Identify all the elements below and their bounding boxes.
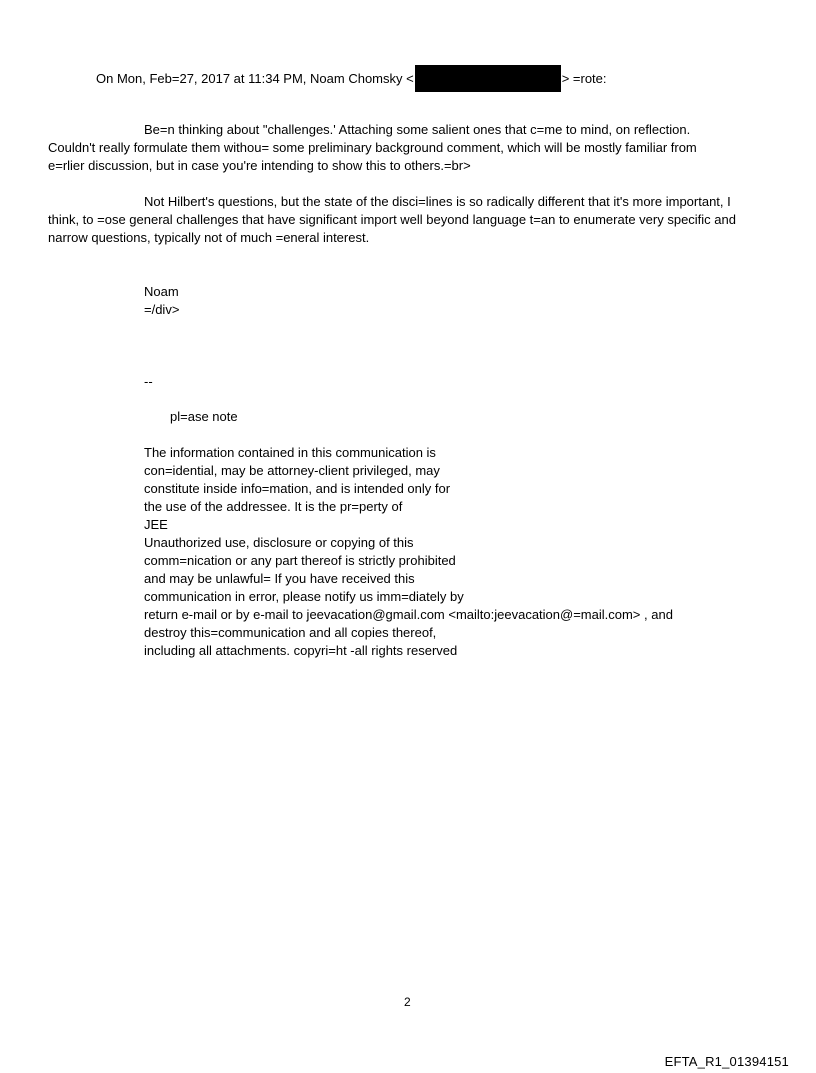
- document-id: EFTA_R1_01394151: [664, 1054, 789, 1069]
- disclaimer-line: including all attachments. copyri=ht -all rights reserved: [144, 643, 458, 658]
- paragraph-2-line-2: think, to =ose general challenges that have significant import well beyond language t=an to enumerate very specific and: [48, 212, 736, 227]
- header-suffix: > =rote:: [561, 70, 607, 86]
- disclaimer-line: and may be unlawful= If you have received this: [144, 571, 415, 586]
- signature-name: Noam: [144, 284, 179, 299]
- disclaimer-line: comm=nication or any part thereof is strictly prohibited: [144, 553, 456, 568]
- separator: --: [144, 374, 153, 389]
- disclaimer-line: con=idential, may be attorney-client privileged, may: [144, 463, 440, 478]
- paragraph-2-line-3: narrow questions, typically not of much =eneral interest.: [48, 230, 370, 245]
- paragraph-2-line-1: Not Hilbert's questions, but the state of the disci=lines is so radically different that it's more important, I: [144, 194, 731, 209]
- paragraph-1-line-3: e=rlier discussion, but in case you're intending to show this to others.=br>: [48, 158, 471, 173]
- disclaimer-line: destroy this=communication and all copies thereof,: [144, 625, 437, 640]
- redaction-box: [415, 65, 561, 92]
- page-number: 2: [404, 995, 411, 1009]
- disclaimer-line: The information contained in this communication is: [144, 445, 436, 460]
- header-prefix: On Mon, Feb=27, 2017 at 11:34 PM, Noam Chomsky <: [96, 70, 414, 86]
- disclaimer-line: constitute inside info=mation, and is intended only for: [144, 481, 451, 496]
- disclaimer-line: the use of the addressee. It is the pr=perty of: [144, 499, 403, 514]
- disclaimer-line: JEE: [144, 517, 168, 532]
- paragraph-1-line-2: Couldn't really formulate them withou= some preliminary background comment, which will be mostly familiar from: [48, 140, 697, 155]
- disclaimer-line: communication in error, please notify us imm=diately by: [144, 589, 464, 604]
- disclaimer-line: Unauthorized use, disclosure or copying of this: [144, 535, 414, 550]
- email-header-line: [96, 66, 607, 93]
- signature-tag: =/div>: [144, 302, 180, 317]
- paragraph-1-line-1: Be=n thinking about "challenges.' Attaching some salient ones that c=me to mind, on reflection.: [144, 122, 691, 137]
- disclaimer-line: return e-mail or by e-mail to jeevacation@gmail.com <mailto:jeevacation@=mail.com> , and: [144, 607, 673, 622]
- notice-title: pl=ase note: [170, 409, 238, 424]
